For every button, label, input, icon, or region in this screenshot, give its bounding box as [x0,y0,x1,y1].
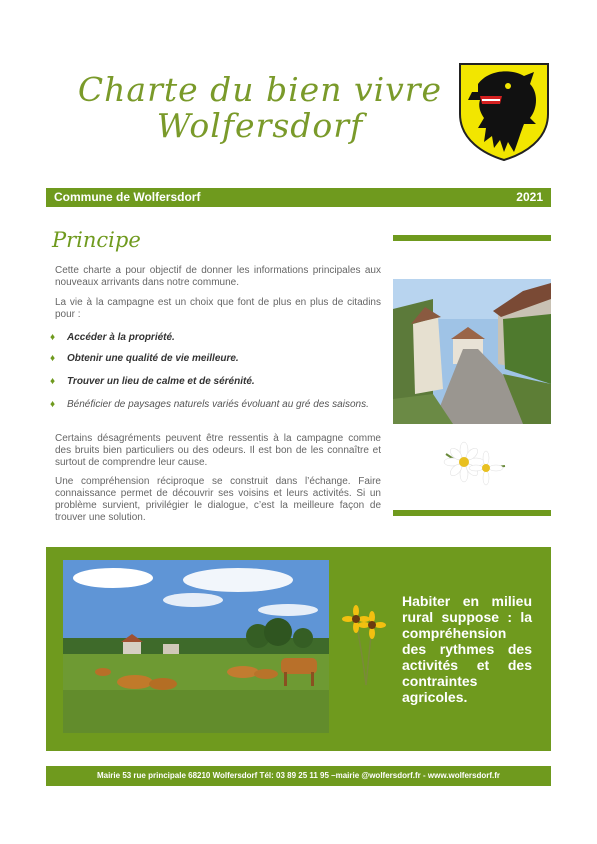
diamond-bullet-icon: ♦ [50,376,56,387]
page-title-line2: Wolfersdorf [156,106,364,145]
list-item: ♦ Trouver un lieu de calme et de sérénité. [50,376,255,387]
header-bar [46,188,551,207]
choice-paragraph: La vie à la campagne est un choix que font de plus en plus de citadins pour : [55,297,381,320]
footer-contact: Mairie 53 rue principale 68210 Wolfersdorf Tél: 03 89 25 11 95 –mairie @wolfersdorf.fr - www.wolfersdorf.fr [46,766,551,786]
dialogue-paragraph: Une compréhension réciproque se construit dans l’échange. Faire connaissance permet de découvrir ses voisins et leurs activités. Si un problème survient, privilégier le dialogue, c’est la meilleure façon de trouver une solution. [55,476,381,523]
year-label: 2021 [516,190,543,204]
list-item: ♦ Bénéficier de paysages naturels variés évoluant au gré des saisons. [50,399,369,410]
rural-quote: Habiter en milieu rural suppose : la compréhension des rythmes des activités et des contraintes agricoles. [402,593,532,705]
diamond-bullet-icon: ♦ [50,399,56,410]
intro-paragraph: Cette charte a pour objectif de donner les informations principales aux nouveaux arrivants dans notre commune. [55,265,381,288]
commune-name: Commune de Wolfersdorf [54,190,201,204]
diamond-bullet-icon: ♦ [50,332,56,343]
list-item: ♦ Obtenir une qualité de vie meilleure. [50,353,239,364]
daisy-flowers-icon [440,440,510,488]
list-item: ♦ Accéder à la propriété. [50,332,175,343]
village-street-photo [393,279,551,424]
cows-meadow-photo [63,560,329,733]
section-rule [393,510,551,516]
page-title-line1: Charte du bien vivre [77,70,443,109]
section-heading: Principe [52,228,141,252]
heading-rule [393,235,551,241]
coat-of-arms-emblem [458,62,550,162]
sunflower-icon [342,605,386,687]
nuisance-paragraph: Certains désagréments peuvent être ressentis à la campagne comme des bruits bien particuliers ou des odeurs. Il est bon de les connaître et surtout de comprendre leur cause. [55,433,381,468]
diamond-bullet-icon: ♦ [50,353,56,364]
